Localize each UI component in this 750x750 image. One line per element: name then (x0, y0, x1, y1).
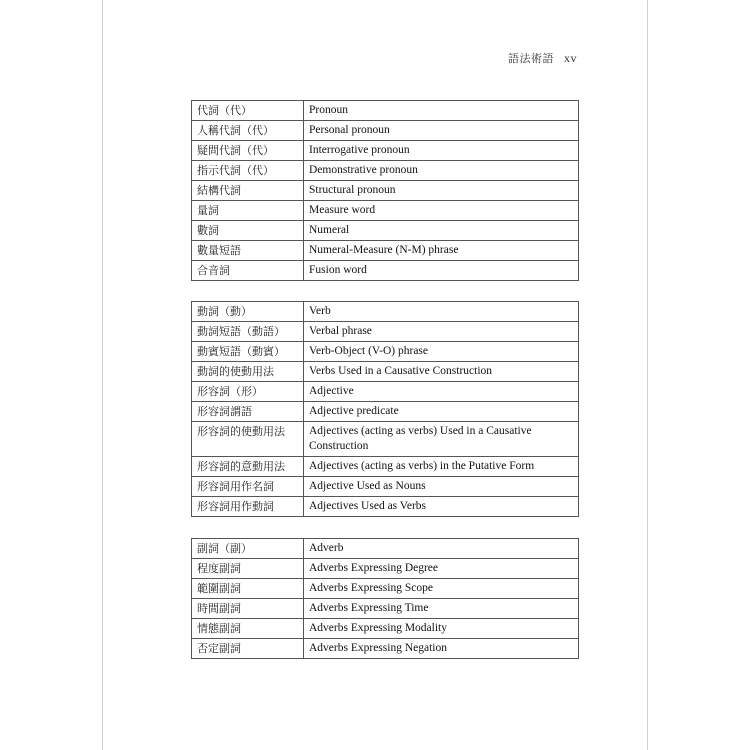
header-title: 語法術語 (508, 52, 554, 65)
english-term: Adjective Used as Nouns (304, 477, 579, 497)
pronoun-glossary-table (191, 100, 579, 281)
table-row (192, 261, 579, 281)
table-row (192, 141, 579, 161)
english-term: Fusion word (304, 261, 579, 281)
chinese-term: 動詞短語（動語） (192, 322, 304, 342)
table-row (192, 559, 579, 579)
table-row (192, 639, 579, 659)
chinese-term: 形容詞用作動詞 (192, 497, 304, 517)
chinese-term: 指示代詞（代） (192, 161, 304, 181)
table-row (192, 457, 579, 477)
table-row (192, 539, 579, 559)
chinese-term: 合音詞 (192, 261, 304, 281)
chinese-term: 形容詞用作名詞 (192, 477, 304, 497)
chinese-term: 形容詞謂語 (192, 402, 304, 422)
english-term: Adjective (304, 382, 579, 402)
english-term: Verb-Object (V-O) phrase (304, 342, 579, 362)
table-row (192, 477, 579, 497)
english-term: Structural pronoun (304, 181, 579, 201)
english-term: Adjectives Used as Verbs (304, 497, 579, 517)
table-row (192, 362, 579, 382)
chinese-term: 形容詞的意動用法 (192, 457, 304, 477)
english-term: Numeral-Measure (N-M) phrase (304, 241, 579, 261)
english-term: Adjective predicate (304, 402, 579, 422)
table-row (192, 221, 579, 241)
english-term: Verbs Used in a Causative Construction (304, 362, 579, 382)
english-term: Adverbs Expressing Modality (304, 619, 579, 639)
chinese-term: 動詞（動） (192, 302, 304, 322)
table-row (192, 241, 579, 261)
chinese-term: 量詞 (192, 201, 304, 221)
table-row (192, 201, 579, 221)
chinese-term: 動詞的使動用法 (192, 362, 304, 382)
chinese-term: 結構代詞 (192, 181, 304, 201)
table-row (192, 101, 579, 121)
chinese-term: 人稱代詞（代） (192, 121, 304, 141)
table-row (192, 181, 579, 201)
chinese-term: 動賓短語（動賓） (192, 342, 304, 362)
verb-adjective-glossary-table (191, 301, 579, 517)
chinese-term: 範圍副詞 (192, 579, 304, 599)
english-term: Adjectives (acting as verbs) in the Putative Form (304, 457, 579, 477)
english-term: Demonstrative pronoun (304, 161, 579, 181)
english-term: Interrogative pronoun (304, 141, 579, 161)
table-row (192, 322, 579, 342)
english-term: Measure word (304, 201, 579, 221)
english-term: Adverb (304, 539, 579, 559)
english-term: Numeral (304, 221, 579, 241)
book-page (102, 0, 648, 750)
table-row (192, 121, 579, 141)
adverb-glossary-table (191, 538, 579, 659)
chinese-term: 形容詞的使動用法 (192, 422, 304, 457)
english-term: Verbal phrase (304, 322, 579, 342)
english-term: Pronoun (304, 101, 579, 121)
chinese-term: 副詞（副） (192, 539, 304, 559)
chinese-term: 數量短語 (192, 241, 304, 261)
chinese-term: 時間副詞 (192, 599, 304, 619)
chinese-term: 數詞 (192, 221, 304, 241)
english-term: Adjectives (acting as verbs) Used in a Causative Construction (304, 422, 579, 457)
english-term: Adverbs Expressing Scope (304, 579, 579, 599)
chinese-term: 否定副詞 (192, 639, 304, 659)
table-row (192, 599, 579, 619)
chinese-term: 疑問代詞（代） (192, 141, 304, 161)
table-row (192, 579, 579, 599)
table-row (192, 619, 579, 639)
table-row (192, 497, 579, 517)
running-header (508, 50, 577, 66)
chinese-term: 形容詞（形） (192, 382, 304, 402)
chinese-term: 程度副詞 (192, 559, 304, 579)
table-row (192, 161, 579, 181)
english-term: Adverbs Expressing Time (304, 599, 579, 619)
english-term: Personal pronoun (304, 121, 579, 141)
english-term: Adverbs Expressing Degree (304, 559, 579, 579)
table-row (192, 402, 579, 422)
page-number: xv (564, 51, 577, 65)
chinese-term: 情態副詞 (192, 619, 304, 639)
table-row (192, 342, 579, 362)
table-row (192, 382, 579, 402)
chinese-term: 代詞（代） (192, 101, 304, 121)
english-term: Adverbs Expressing Negation (304, 639, 579, 659)
table-row (192, 422, 579, 457)
english-term: Verb (304, 302, 579, 322)
table-row (192, 302, 579, 322)
